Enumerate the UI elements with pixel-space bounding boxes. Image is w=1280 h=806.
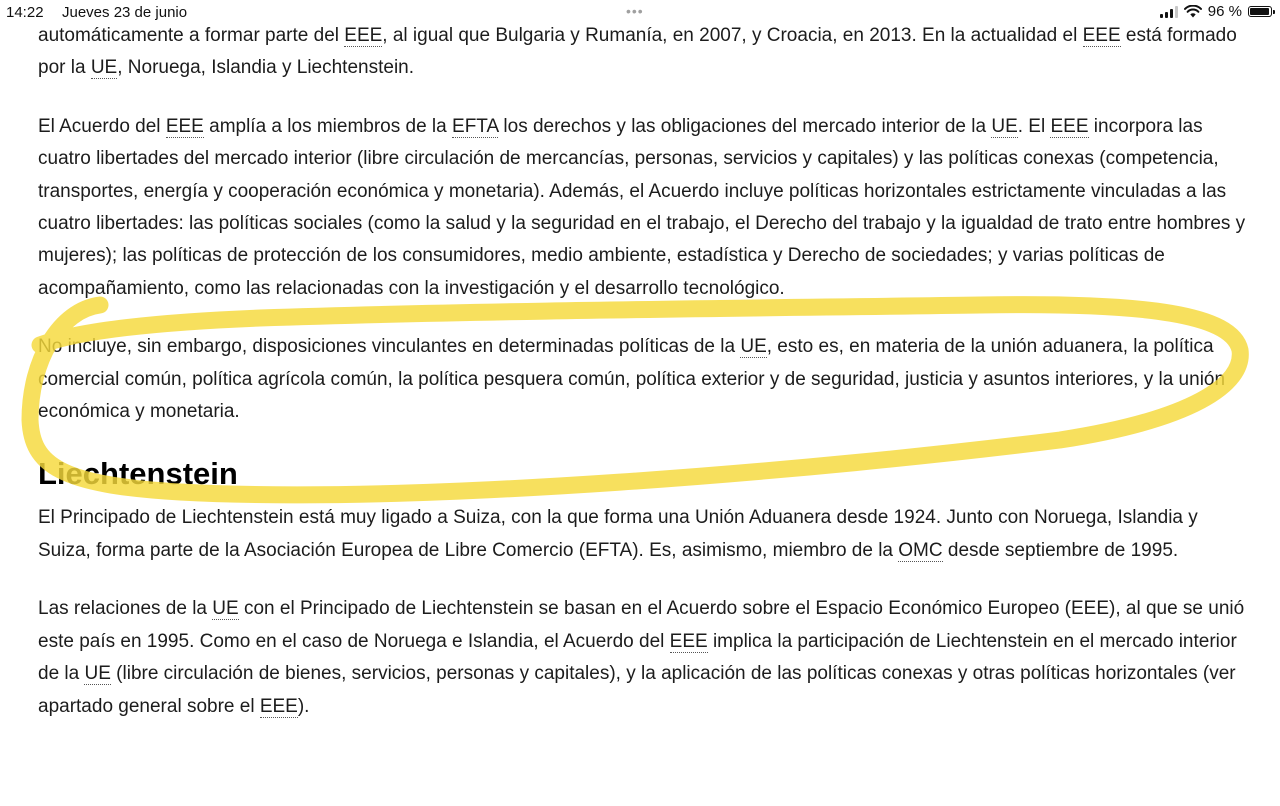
abbr-eee[interactable]: EEE [259,695,298,717]
abbr-eee[interactable]: EEE [344,25,383,46]
paragraph-3-highlighted: No incluye, sin embargo, disposiciones vinculantes en determinadas políticas de la UE, esto es, en materia de la unión aduanera, la política comercial común, política agrícola común, la política pesquera común, política exterior y de seguridad, justicia y asuntos interiores, y la unión económica y monetaria. [38,336,1226,423]
paragraph-4: El Principado de Liechtenstein está muy ligado a Suiza, con la que forma una Unión Aduanera desde 1924. Junto con Noruega, Islandia y Suiza, forma parte de la Asociación Europea de Libre Comercio (EFTA). Es, asimismo, miembro de la OMC desde septiembre de 1995. [38,507,1198,561]
status-time: 14:22 [6,4,44,21]
abbr-eee[interactable]: EEE [165,115,204,137]
status-indicators [1160,3,1272,20]
abbr-eee[interactable]: EEE [1082,25,1121,46]
paragraph-5: Las relaciones de la UE con el Principado de Liechtenstein se basan en el Acuerdo sobre el Espacio Económico Europeo (EEE), al que se unió este país en 1995. Como en el caso de Noruega e Islandia, el Acuerdo del EEE implica la participación de Liechtenstein en el mercado interior de la UE (libre circulación de bienes, servicios, personas y capitales), y la aplicación de las políticas conexas y otras políticas horizontales (ver apartado general sobre el EEE). [38,598,1245,717]
wifi-icon [1184,5,1202,18]
abbr-eee[interactable]: EEE [1050,115,1089,137]
abbr-omc[interactable]: OMC [898,539,943,561]
abbr-efta[interactable]: EFTA [452,115,499,137]
abbr-ue[interactable]: UE [212,598,239,620]
battery-percent: 96 % [1207,3,1242,20]
abbr-ue[interactable]: UE [991,115,1018,137]
cellular-signal-icon [1160,6,1178,18]
abbr-eee[interactable]: EEE [669,630,708,652]
paragraph-2: El Acuerdo del EEE amplía a los miembros de la EFTA los derechos y las obligaciones del mercado interior de la UE. El EEE incorpora las cuatro libertades del mercado interior (libre circulación de mercancías, personas, servicios y capitales) y las políticas conexas (competencia, transportes, energía y cooperación económica y monetaria). Además, el Acuerdo incluye políticas horizontales estrictamente vinculadas a las cuatro libertades: las políticas sociales (como la salud y la seguridad en el trabajo, el Derecho del trabajo y la igualdad de trato entre hombres y mujeres); las políticas de protección de los consumidores, medio ambiente, estadística y Derecho de sociedades; y varias políticas de acompañamiento, como las relacionadas con la investigación y el desarrollo tecnológico. [38,115,1246,299]
abbr-ue[interactable]: UE [740,336,767,358]
multitasking-dots-icon[interactable]: ••• [626,3,644,19]
article-content [38,20,1253,749]
paragraph-1: automáticamente a formar parte del EEE, al igual que Bulgaria y Rumanía, en 2007, y Croacia, en 2013. En la actualidad el EEE está formado por la UE, Noruega, Islandia y Liechtenstein. [38,25,1237,79]
status-date: Jueves 23 de junio [62,4,188,21]
section-heading-liechtenstein: Liechtenstein [38,456,238,492]
abbr-ue[interactable]: UE [90,57,118,79]
battery-icon [1248,6,1272,17]
abbr-ue[interactable]: UE [84,663,111,685]
